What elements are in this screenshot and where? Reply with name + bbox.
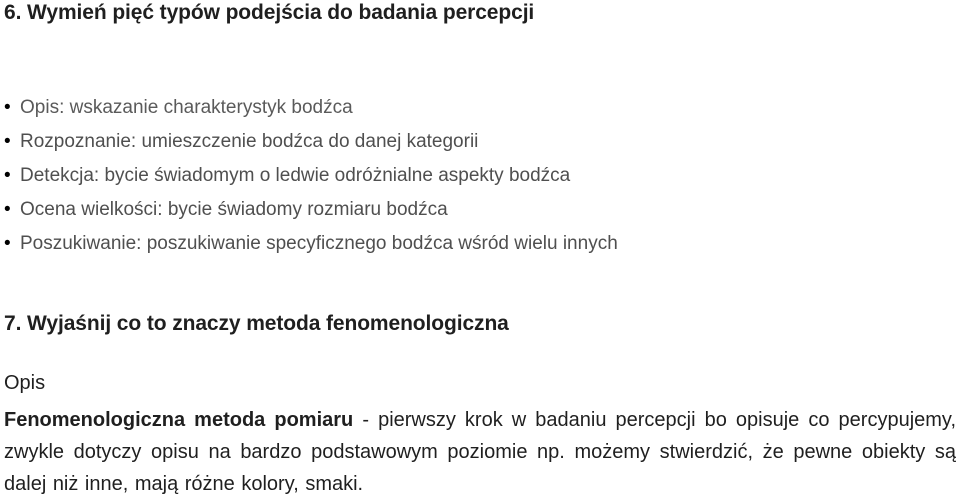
approaches-list bbox=[4, 95, 618, 265]
list-item bbox=[4, 163, 618, 197]
list-item bbox=[4, 197, 618, 231]
list-item-text: Rozpoznanie: umieszczenie bodźca do danej kategorii bbox=[20, 131, 479, 152]
answer-description: - pierwszy krok w badaniu percepcji bo opisuje co percypujemy, zwykle dotyczy opisu na bardzo podstawowym poziomie np. możemy stwierdzić, że pewne obiekty są dalej niż inne, mają różne kolory, smaki. bbox=[4, 409, 956, 495]
list-item bbox=[4, 129, 618, 163]
bullet-icon: • bbox=[4, 97, 11, 118]
list-item bbox=[4, 231, 618, 265]
list-item-text: Ocena wielkości: bycie świadomy rozmiaru bodźca bbox=[20, 199, 448, 220]
list-item bbox=[4, 95, 618, 129]
bullet-icon: • bbox=[4, 199, 11, 220]
answer-paragraph bbox=[4, 404, 956, 500]
bullet-icon: • bbox=[4, 233, 11, 254]
list-item-text: Poszukiwanie: poszukiwanie specyficznego bodźca wśród wielu innych bbox=[20, 233, 618, 254]
list-item-text: Opis: wskazanie charakterystyk bodźca bbox=[20, 97, 353, 118]
answer-label: Opis bbox=[4, 372, 46, 394]
answer-term: Fenomenologiczna metoda pomiaru bbox=[4, 409, 354, 431]
bullet-icon: • bbox=[4, 131, 11, 152]
list-item-text: Detekcja: bycie świadomym o ledwie odróżnialne aspekty bodźca bbox=[20, 165, 571, 186]
question-7-heading: 7. Wyjaśnij co to znaczy metoda fenomenologiczna bbox=[4, 312, 509, 335]
question-6-heading: 6. Wymień pięć typów podejścia do badania percepcji bbox=[4, 1, 535, 24]
bullet-icon: • bbox=[4, 165, 11, 186]
